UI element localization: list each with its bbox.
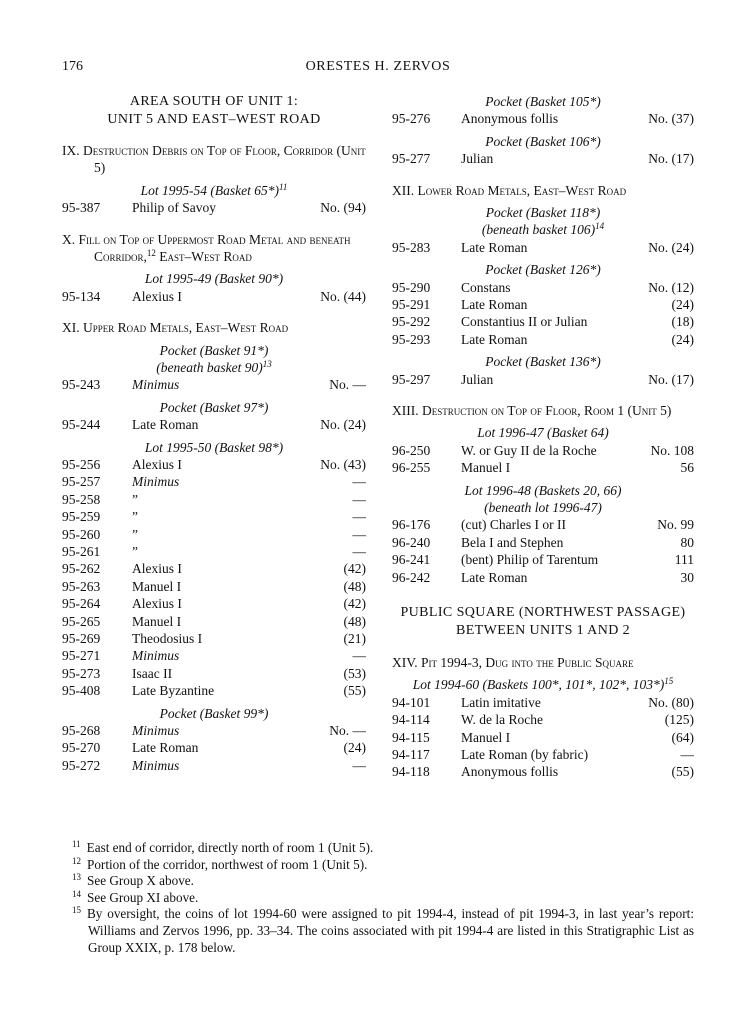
catalogue-number: No. (17) [648,151,694,167]
coin-description: Philip of Savoy [132,200,217,216]
inventory-number: 94-115 [392,729,430,745]
inventory-number: 95-297 [392,371,431,387]
pocket-heading: Pocket (Basket 91*) [159,342,269,358]
footnote-ref: 11 [279,181,288,192]
coin-description: Manuel I [461,729,511,745]
coin-list [62,416,366,433]
coin-row [392,516,694,533]
group-title-x [62,231,366,266]
footnote-ref: 15 [664,676,674,687]
lot-heading [392,676,694,693]
pocket-note-text: (beneath basket 90) [156,360,263,376]
coin-row [392,534,694,551]
group-title-text: East–West Road [155,249,252,265]
coin-row [392,711,694,728]
footnote-text: See Group X above. [87,873,194,889]
catalogue-number: (24) [671,297,694,312]
catalogue-number: — [352,648,366,664]
coin-row [392,694,694,711]
catalogue-number: — [352,491,366,507]
group-title-ix: IX. Destruction Debris on Top of Floor, Corridor (Unit 5) [62,143,366,176]
inventory-number: 95-258 [62,491,101,507]
coin-list [392,442,694,477]
coin-list [392,371,694,388]
coin-row [62,288,366,305]
inventory-number: 95-265 [62,613,101,629]
coin-row [62,491,366,508]
coin-row [62,376,366,393]
inventory-number: 95-273 [62,665,101,681]
catalogue-number: — [352,526,366,542]
coin-row [392,279,694,296]
coin-list [62,199,366,216]
running-title: ORESTES H. ZERVOS [305,59,451,74]
inventory-number: 95-270 [62,740,101,756]
coin-description: Julian [461,371,494,387]
coin-description: Bela I and Stephen [461,534,564,550]
coin-description: (bent) Philip of Tarentum [461,552,599,568]
pocket-heading: Pocket (Basket 97*) [159,399,269,415]
lot-heading: Lot 1995-50 (Basket 98*) [144,439,284,455]
inventory-number: 95-290 [392,279,431,295]
coin-description: Minimus [132,648,180,664]
area-title [392,604,694,640]
inventory-number: 95-256 [62,457,101,473]
coin-row [392,150,694,167]
inventory-number: 95-272 [62,757,101,773]
catalogue-number: No. 108 [650,442,694,458]
coin-list [62,722,366,774]
coin-description: Alexius I [132,561,182,577]
coin-list [392,516,694,586]
coin-description: Late Roman [461,297,528,312]
area-title-line: UNIT 5 AND EAST–WEST ROAD [107,112,321,127]
footnote-text: By oversight, the coins of lot 1994-60 were assigned to pit 1994-4, instead of pit 1994-3, in last year’s report: Williams and Zervos 1996, pp. 33–34. The coins associated with pit 1994-4 are listed in this Stratigraphic List as Group XXIX, p. 178 below. [87,906,694,955]
catalogue-number: No. (80) [648,694,694,710]
coin-row [62,739,366,756]
catalogue-number: No. — [329,377,366,393]
coin-description: (cut) Charles I or II [461,517,566,533]
pocket-note-text: (beneath basket 106) [481,222,596,238]
coin-row [392,110,694,127]
catalogue-number: No. (44) [320,288,366,304]
coin-description: Julian [461,151,494,167]
inventory-number: 94-101 [392,694,431,710]
catalogue-number: No. (94) [320,200,366,216]
inventory-number: 96-241 [392,552,431,568]
coin-description: Late Roman [461,569,528,585]
inventory-number: 95-269 [62,630,101,646]
coin-row [392,442,694,459]
lot-heading: Lot 1996-48 (Baskets 20, 66) [464,482,622,498]
pocket-heading: Pocket (Basket 118*) [485,205,601,220]
inventory-number: 96-255 [392,460,431,476]
coin-list [62,456,366,699]
coin-description: Alexius I [132,457,182,473]
coin-description: Late Roman [132,740,199,756]
coin-row [392,551,694,568]
lot-heading: Lot 1995-49 (Basket 90*) [144,271,284,287]
inventory-number: 96-240 [392,534,431,550]
coin-description: Constans [461,279,511,295]
coin-description: Constantius II or Julian [461,314,588,330]
coin-description: Minimus [132,757,180,773]
inventory-number: 95-244 [62,417,101,433]
coin-description: ” [132,543,138,559]
left-column [62,93,366,774]
coin-description: Anonymous follis [461,111,559,127]
catalogue-number: — [352,543,366,559]
coin-description: Late Roman [461,239,528,255]
coin-row [62,630,366,647]
inventory-number: 96-176 [392,517,431,533]
coin-row [392,569,694,586]
footnote-ref: 13 [262,359,272,370]
catalogue-number: (48) [343,613,366,629]
coin-description: Isaac II [132,665,173,681]
inventory-number: 95-260 [62,526,101,542]
inventory-number: 95-243 [62,377,101,393]
coin-description: Late Roman [461,331,528,347]
catalogue-number: No. (24) [648,239,694,255]
coin-row [62,560,366,577]
catalogue-number: 30 [680,569,694,585]
pocket-heading: Pocket (Basket 105*) [485,94,601,109]
page-number: 176 [62,59,83,74]
pocket-heading: Pocket (Basket 126*) [485,262,601,278]
catalogue-number: No. (24) [320,417,366,433]
coin-row [392,729,694,746]
pocket-heading: Pocket (Basket 99*) [159,705,269,721]
catalogue-number: No. (37) [648,111,694,127]
coin-row [62,665,366,682]
coin-row [62,456,366,473]
group-title-xiv: XIV. Pit 1994-3, Dug into the Public Square [392,654,634,670]
catalogue-number: 56 [680,460,694,476]
group-title-xi: XI. Upper Road Metals, East–West Road [62,320,289,336]
lot-label: Lot 1995-54 (Basket 65*) [140,182,279,198]
inventory-number: 95-261 [62,543,101,559]
catalogue-number: — [352,757,366,773]
inventory-number: 96-242 [392,569,431,585]
coin-row [392,371,694,388]
coin-row [392,296,694,313]
inventory-number: 94-114 [392,712,430,728]
catalogue-number: — [680,746,694,762]
coin-row [62,416,366,433]
pocket-heading: Pocket (Basket 106*) [485,133,601,149]
coin-list [62,376,366,393]
coin-description: Latin imitative [461,694,541,710]
coin-list [62,288,366,305]
right-column [392,93,694,781]
coin-row [62,473,366,490]
catalogue-number: (42) [343,561,366,577]
catalogue-number: (24) [671,331,694,347]
coin-row [392,746,694,763]
area-title [62,93,366,129]
footnote [62,890,694,907]
catalogue-number: (64) [671,729,694,745]
footnote [62,840,694,857]
coin-row [62,682,366,699]
footnote-mark: 13 [72,872,81,883]
area-title-line: PUBLIC SQUARE (NORTHWEST PASSAGE) [400,604,686,620]
coin-row [62,543,366,560]
coin-description: W. de la Roche [461,712,543,728]
coin-row [392,313,694,330]
catalogue-number: No. — [329,722,366,738]
coin-description: Minimus [132,474,180,490]
footnotes [62,840,694,956]
inventory-number: 95-257 [62,474,101,490]
coin-list [392,150,694,167]
catalogue-number: (48) [343,578,366,594]
coin-list [392,694,694,781]
catalogue-number: (18) [671,314,694,330]
lot-heading: Lot 1996-47 (Basket 64) [477,425,609,441]
coin-row [392,763,694,780]
footnote-text: See Group XI above. [87,889,199,905]
coin-description: ” [132,491,138,507]
coin-description: Manuel I [461,460,511,476]
coin-description: Minimus [132,377,180,393]
catalogue-number: (21) [343,630,366,646]
pocket-note [62,359,366,376]
inventory-number: 95-293 [392,331,431,347]
group-title-text: X. Fill on Top of Uppermost Road Metal and beneath Corridor, [62,231,351,265]
area-title-line: AREA SOUTH OF UNIT 1: [129,94,299,109]
footnote-ref: 14 [595,221,605,232]
inventory-number: 94-117 [392,746,430,762]
footnote [62,906,694,956]
footnote-mark: 15 [72,905,81,916]
footnote-text: Portion of the corridor, northwest of room 1 (Unit 5). [87,856,368,872]
coin-description: ” [132,509,138,525]
coin-row [392,239,694,256]
pocket-heading: Pocket (Basket 136*) [485,354,601,370]
inventory-number: 95-276 [392,111,431,127]
catalogue-number: No. (17) [648,371,694,387]
coin-description: Late Roman [132,417,199,433]
pocket-note [392,221,694,238]
inventory-number: 95-283 [392,239,431,255]
group-title-xii: XII. Lower Road Metals, East–West Road [392,182,627,198]
inventory-number: 95-263 [62,578,101,594]
catalogue-number: (53) [343,665,366,681]
coin-list [392,239,694,256]
catalogue-number: — [352,474,366,490]
coin-row [62,526,366,543]
coin-row [62,647,366,664]
footnote-mark: 12 [72,855,81,866]
coin-description: Alexius I [132,288,182,304]
catalogue-number: (55) [671,764,694,780]
coin-description: Late Roman (by fabric) [461,746,589,762]
coin-row [392,331,694,348]
coin-description: Manuel I [132,613,182,629]
inventory-number: 95-277 [392,151,431,167]
coin-list [392,110,694,127]
footnote-ref: 12 [146,248,156,259]
coin-row [62,613,366,630]
coin-list [392,279,694,349]
inventory-number: 96-250 [392,442,431,458]
inventory-number: 95-262 [62,561,101,577]
catalogue-number: 111 [674,552,694,568]
inventory-number: 95-292 [392,314,431,330]
coin-row [62,199,366,216]
lot-note: (beneath lot 1996-47) [484,499,602,515]
coin-row [62,578,366,595]
coin-description: Late Byzantine [132,683,215,699]
coin-description: Anonymous follis [461,764,559,780]
catalogue-number: (125) [664,712,694,728]
catalogue-number: (42) [343,596,366,612]
page-header [62,58,694,78]
catalogue-number: (55) [343,683,366,699]
coin-description: Minimus [132,722,180,738]
footnote-text: East end of corridor, directly north of room 1 (Unit 5). [86,840,374,855]
footnote-mark: 14 [72,888,81,899]
inventory-number: 95-259 [62,509,101,525]
lot-heading [62,182,366,199]
footnote [62,857,694,874]
catalogue-number: (24) [343,740,366,756]
coin-description: ” [132,526,138,542]
inventory-number: 94-118 [392,764,430,780]
coin-description: Theodosius I [132,630,203,646]
inventory-number: 95-268 [62,722,101,738]
coin-description: Manuel I [132,578,182,594]
lot-label: Lot 1994-60 (Baskets 100*, 101*, 102*, 103*) [412,677,665,693]
area-title-line: BETWEEN UNITS 1 AND 2 [455,622,631,638]
coin-row [62,722,366,739]
catalogue-number: No. 99 [657,517,694,533]
coin-row [392,459,694,476]
catalogue-number: No. (12) [648,279,694,295]
inventory-number: 95-271 [62,648,101,664]
inventory-number: 95-387 [62,200,101,216]
footnote-mark: 11 [72,839,81,849]
catalogue-number: No. (43) [320,457,366,473]
coin-row [62,595,366,612]
footnote [62,873,694,890]
catalogue-number: — [352,509,366,525]
inventory-number: 95-408 [62,683,101,699]
coin-description: W. or Guy II de la Roche [461,442,597,458]
group-title-xiii: XIII. Destruction on Top of Floor, Room 1 (Unit 5) [392,402,672,418]
inventory-number: 95-291 [392,297,431,312]
coin-description: Alexius I [132,596,182,612]
inventory-number: 95-134 [62,288,101,304]
inventory-number: 95-264 [62,596,101,612]
coin-row [62,757,366,774]
catalogue-number: 80 [680,534,694,550]
coin-row [62,508,366,525]
